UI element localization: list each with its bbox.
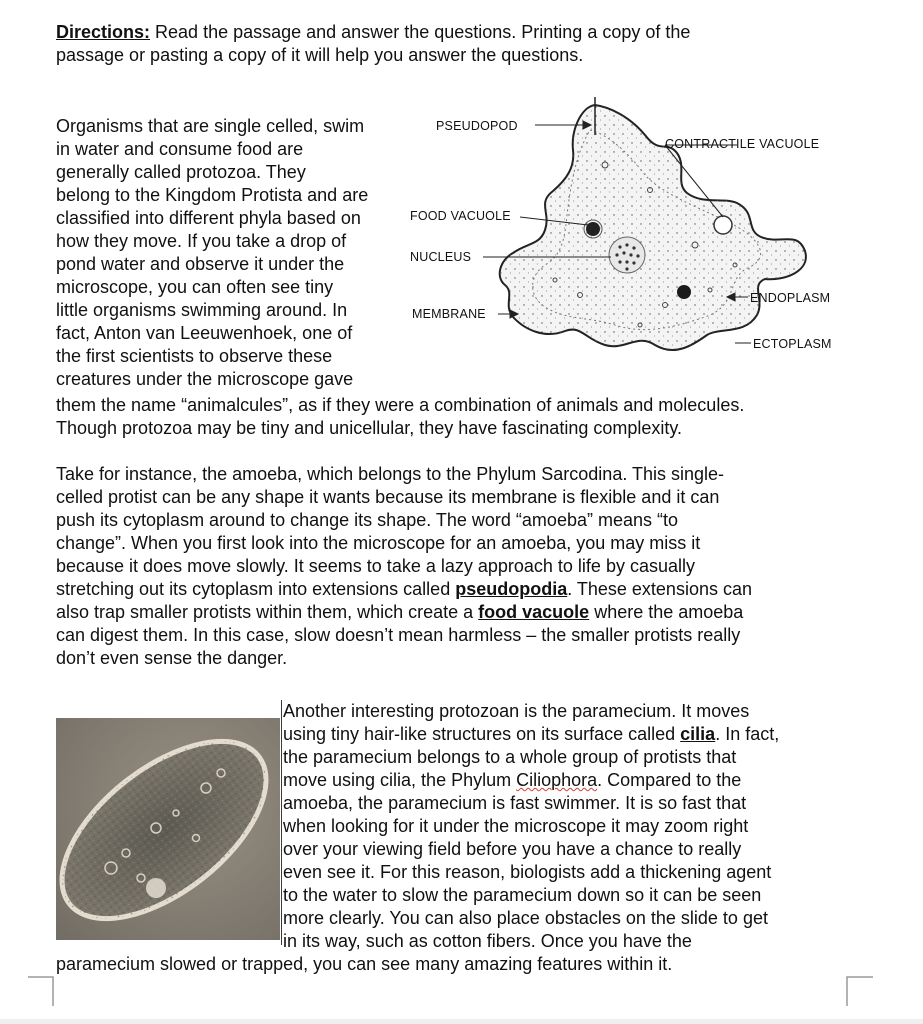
para3-text: move using cilia, the Phylum bbox=[283, 770, 517, 790]
para1-line: pond water and observe it under the bbox=[56, 254, 345, 274]
para1-line: Though protozoa may be tiny and unicellular, they have fascinating complexity. bbox=[56, 418, 683, 438]
spellcheck-ciliophora[interactable]: Ciliophora bbox=[516, 770, 598, 790]
para2-text: where the amoeba bbox=[589, 602, 744, 622]
para3-line: the paramecium belongs to a whole group of protists that bbox=[283, 747, 737, 767]
paramecium-photo bbox=[56, 718, 280, 940]
para3-line: over your viewing field before you have a chance to really bbox=[283, 839, 742, 859]
para1-line: microscope, you can often see tiny bbox=[56, 277, 334, 297]
directions-text-2: passage or pasting a copy of it will help you answer the questions. bbox=[56, 45, 584, 65]
para2-line: can digest them. In this case, slow doesn’t mean harmless – the smaller protists really bbox=[56, 625, 741, 645]
label-food-vacuole: FOOD VACUOLE bbox=[410, 209, 511, 223]
para1-line: belong to the Kingdom Protista and are bbox=[56, 185, 369, 205]
para3-line bbox=[283, 723, 779, 746]
para1-line: fact, Anton van Leeuwenhoek, one of bbox=[56, 323, 353, 343]
para3-line: even see it. For this reason, biologists add a thickening agent bbox=[283, 862, 772, 882]
keyword-pseudopodia: pseudopodia bbox=[455, 579, 568, 599]
para2-text: also trap smaller protists within them, which create a bbox=[56, 602, 479, 622]
para3-line: in its way, such as cotton fibers. Once you have the bbox=[283, 931, 692, 951]
contractile-vacuole-shape bbox=[714, 216, 732, 234]
para3-line: Another interesting protozoan is the paramecium. It moves bbox=[283, 701, 750, 721]
para2-text: . These extensions can bbox=[567, 579, 752, 599]
para2-line: because it does move slowly. It seems to take a lazy approach to life by casually bbox=[56, 556, 695, 576]
label-contractile-vacuole: CONTRACTILE VACUOLE bbox=[665, 137, 820, 151]
label-ectoplasm: ECTOPLASM bbox=[753, 337, 832, 351]
para3-line: paramecium slowed or trapped, you can see many amazing features within it. bbox=[56, 954, 673, 974]
directions-text-1: Read the passage and answer the questions. Printing a copy of the bbox=[150, 22, 691, 42]
para2-line: Take for instance, the amoeba, which belongs to the Phylum Sarcodina. This single- bbox=[56, 464, 725, 484]
para1-line: creatures under the microscope gave bbox=[56, 369, 354, 389]
para1-line: classified into different phyla based on bbox=[56, 208, 361, 228]
label-pseudopod: PSEUDOPOD bbox=[436, 119, 518, 133]
para2-line: celled protist can be any shape it wants because its membrane is flexible and it can bbox=[56, 487, 720, 507]
amoeba-diagram bbox=[405, 95, 865, 365]
label-endoplasm: ENDOPLASM bbox=[750, 291, 831, 305]
para1-line: Organisms that are single celled, swim bbox=[56, 116, 365, 136]
para1-line: generally called protozoa. They bbox=[56, 162, 306, 182]
keyword-cilia: cilia bbox=[680, 724, 716, 744]
para3-text: . Compared to the bbox=[597, 770, 742, 790]
para1-line: how they move. If you take a drop of bbox=[56, 231, 347, 251]
para1-line: the first scientists to observe these bbox=[56, 346, 333, 366]
para2-line bbox=[56, 601, 743, 624]
directions-block bbox=[56, 21, 690, 67]
keyword-food-vacuole: food vacuole bbox=[478, 602, 590, 622]
para1-line: in water and consume food are bbox=[56, 139, 304, 159]
textbox-border bbox=[281, 700, 282, 945]
para3-line: to the water to slow the paramecium down so it can be seen bbox=[283, 885, 762, 905]
page-corner-right bbox=[845, 976, 875, 1008]
para2-line: change”. When you first look into the microscope for an amoeba, you may miss it bbox=[56, 533, 701, 553]
para2-line: push its cytoplasm around to change its shape. The word “amoeba” means “to bbox=[56, 510, 679, 530]
directions-heading: Directions: bbox=[56, 22, 151, 42]
para2-line: don’t even sense the danger. bbox=[56, 648, 288, 668]
para3-text: . In fact, bbox=[715, 724, 780, 744]
food-vacuole-shape bbox=[586, 222, 600, 236]
page-corner-left bbox=[28, 976, 58, 1008]
label-membrane: MEMBRANE bbox=[412, 307, 486, 321]
para3-text: using tiny hair-like structures on its surface called bbox=[283, 724, 681, 744]
para3-line: more clearly. You can also place obstacles on the slide to get bbox=[283, 908, 768, 928]
para3-line bbox=[283, 769, 741, 792]
para1-line: little organisms swimming around. In bbox=[56, 300, 348, 320]
para3-line: when looking for it under the microscope it may zoom right bbox=[283, 816, 749, 836]
para2-line bbox=[56, 578, 752, 601]
label-nucleus: NUCLEUS bbox=[410, 250, 472, 264]
para2-text: stretching out its cytoplasm into extensions called bbox=[56, 579, 456, 599]
para3-line: amoeba, the paramecium is fast swimmer. It is so fast that bbox=[283, 793, 747, 813]
para1-line: them the name “animalcules”, as if they were a combination of animals and molecules. bbox=[56, 395, 745, 415]
page-gap bbox=[0, 1019, 923, 1024]
